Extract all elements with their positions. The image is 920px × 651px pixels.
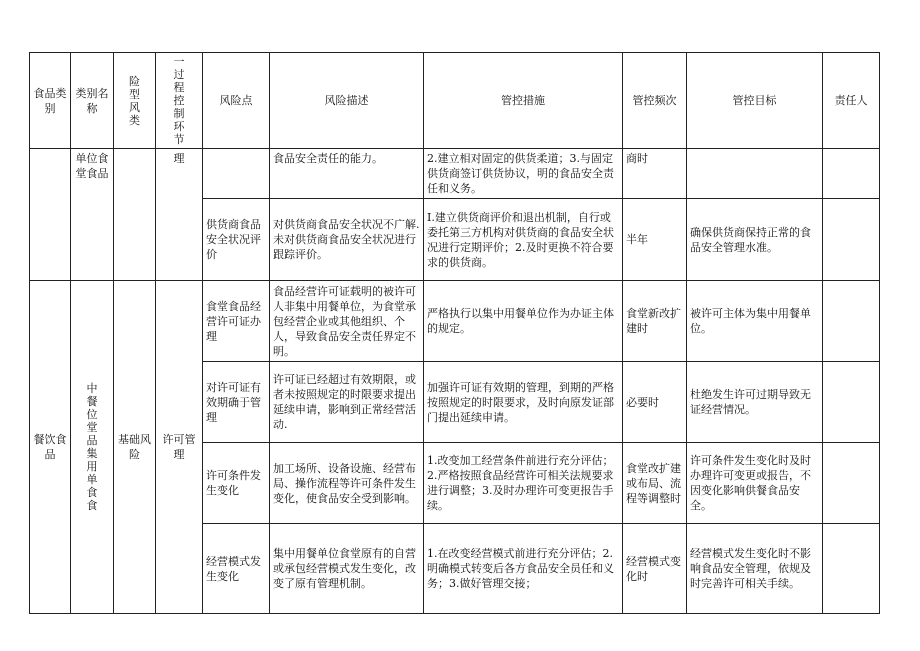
control-frequency-cell: 食堂改扩建或布局、流程等调整时 xyxy=(623,443,687,524)
risk-point-cell: 食堂食品经营许可证办理 xyxy=(203,281,270,362)
header-control-frequency: 管控频次 xyxy=(623,53,687,149)
header-control-measures: 管控措施 xyxy=(424,53,623,149)
control-measures-cell: 加强许可证有效期的管理，到期的严格按照规定的时限要求，及时向原发证部门提出延续申请。 xyxy=(424,362,623,443)
risk-description-cell: 许可证已经超过有效期限，或者未按照规定的时限要求提出延续申请，影响到正常经营活动. xyxy=(270,362,424,443)
category-name-cell: 中餐位堂品集用单食食 xyxy=(71,281,114,614)
risk-point-cell xyxy=(203,149,270,199)
control-measures-cell: 1.在改变经营模式前进行充分评估；2.明确模式转变后各方食品安全员任和义务；3.做好管理交接； xyxy=(424,524,623,614)
responsible-person-cell xyxy=(823,199,880,281)
risk-type-cell: 基础风险 xyxy=(114,281,156,614)
header-category-name: 类别名称 xyxy=(71,53,114,149)
process-cell: 许可管理 xyxy=(156,281,203,614)
header-food-category: 食品类别 xyxy=(30,53,71,149)
control-frequency-cell: 食堂新改扩建时 xyxy=(623,281,687,362)
control-measures-cell: 1.改变加工经营条件前进行充分评估；2.严格按照食品经营许可相关法规要求进行调整；3.及时办理许可变更报告手续。 xyxy=(424,443,623,524)
responsible-person-cell xyxy=(823,443,880,524)
risk-description-cell: 加工场所、设备设施、经营布局、操作流程等许可条件发生变化，使食品安全受到影响。 xyxy=(270,443,424,524)
risk-description-cell: 食品安全责任的能力。 xyxy=(270,149,424,199)
control-frequency-cell: 商时 xyxy=(623,149,687,199)
control-target-cell: 许可条件发生变化时及时办理许可变更或报告，不因变化影响供餐食品安全。 xyxy=(687,443,823,524)
responsible-person-cell xyxy=(823,149,880,199)
responsible-person-cell xyxy=(823,281,880,362)
control-measures-cell: 2.建立相对固定的供货柔道；3.与固定供货商签订供货协议，明的食品安全责任和义务。 xyxy=(424,149,623,199)
risk-type-cell-empty xyxy=(114,149,156,281)
header-control-target: 管控目标 xyxy=(687,53,823,149)
control-frequency-cell: 必要时 xyxy=(623,362,687,443)
control-target-cell: 被许可主体为集中用餐单位。 xyxy=(687,281,823,362)
responsible-person-cell xyxy=(823,362,880,443)
control-target-cell: 经营模式发生变化时不影响食品安全管理，依规及时完善许可相关手续。 xyxy=(687,524,823,614)
header-row xyxy=(30,53,880,149)
control-target-cell: 确保供货商保持正常的食品安全管理水准。 xyxy=(687,199,823,281)
food-category-cell: 餐饮食品 xyxy=(30,281,71,614)
control-target-cell: 杜绝发生许可过期导致无证经营情况。 xyxy=(687,362,823,443)
process-cell: 理 xyxy=(156,149,203,281)
risk-description-cell: 集中用餐单位食堂原有的自营或承包经营模式发生变化，改变了原有管理机制。 xyxy=(270,524,424,614)
risk-description-cell: 食品经营许可证载明的被许可人非集中用餐单位，为食堂承包经营企业或其他组织、个人，导致食品安全责任界定不明。 xyxy=(270,281,424,362)
responsible-person-cell xyxy=(823,524,880,614)
control-target-cell xyxy=(687,149,823,199)
header-process: 一过程控制环节 xyxy=(156,53,203,149)
risk-point-cell: 许可条件发生变化 xyxy=(203,443,270,524)
risk-point-cell: 经营模式发生变化 xyxy=(203,524,270,614)
header-risk-point: 风险点 xyxy=(203,53,270,149)
header-risk-type: 险型风类 xyxy=(114,53,156,149)
food-category-cell-empty xyxy=(30,149,71,281)
header-responsible-person: 责任人 xyxy=(823,53,880,149)
risk-control-table xyxy=(29,52,880,614)
risk-point-cell: 供货商食品安全状况评价 xyxy=(203,199,270,281)
control-measures-cell: 严格执行以集中用餐单位作为办证主体的规定。 xyxy=(424,281,623,362)
header-risk-description: 风险描述 xyxy=(270,53,424,149)
table-row xyxy=(30,281,880,362)
control-frequency-cell: 半年 xyxy=(623,199,687,281)
table-row xyxy=(30,149,880,199)
category-name-cell: 单位食堂食品 xyxy=(71,149,114,281)
risk-point-cell: 对许可证有效期确于管理 xyxy=(203,362,270,443)
risk-description-cell: 对供货商食品安全状况不广解.未对供货商食品安全状况进行跟踪评价。 xyxy=(270,199,424,281)
control-measures-cell: I.建立供货商评价和退出机制，自行或委托第三方机构对供货商的食品安全状况进行定期评价；2.及时更换不符合要求的供货商。 xyxy=(424,199,623,281)
control-frequency-cell: 经营模式变化时 xyxy=(623,524,687,614)
